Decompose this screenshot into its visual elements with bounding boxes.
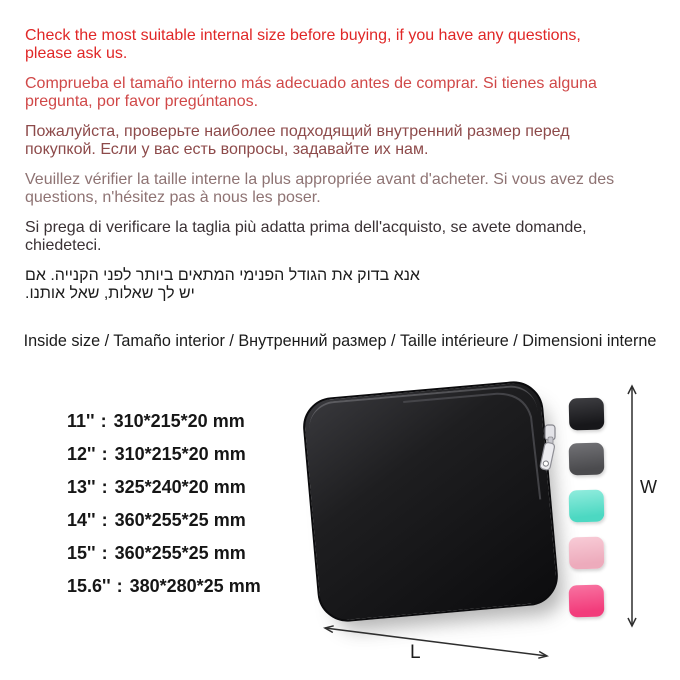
size-dims: 310*215*20 mm [114, 444, 246, 464]
size-label: 15.6'' [67, 576, 111, 596]
notice-line: Veuillez vérifier la taille interne la plus appropriée avant d'acheter. Si vous avez des [25, 171, 615, 188]
notice-hebrew [25, 267, 670, 302]
notice-french [25, 171, 670, 206]
notice-russian [25, 123, 670, 158]
notice-spanish [25, 75, 670, 110]
size-dims: 325*240*20 mm [114, 477, 246, 497]
size-row [67, 537, 261, 570]
color-swatch-black [569, 398, 605, 431]
color-swatch-dark-gray [569, 443, 605, 476]
size-separator: : [116, 576, 123, 596]
size-row [67, 471, 261, 504]
notice-line: покупкой. Если у вас есть вопросы, задавайте их нам. [25, 140, 429, 158]
size-label: 12'' [67, 444, 96, 464]
color-swatches [569, 398, 605, 620]
notice-block [25, 27, 670, 315]
notice-line: questions, n'hésitez pas à nous les poser. [25, 188, 321, 206]
color-swatch-hot-pink [569, 585, 605, 618]
width-arrow [622, 382, 642, 630]
size-row [67, 504, 261, 537]
size-separator: : [100, 411, 107, 431]
width-label: W [640, 477, 657, 497]
notice-line: Пожалуйста, проверьте наиболее подходящий внутренний размер перед [25, 123, 570, 140]
sleeve-photo [300, 374, 570, 634]
size-dims: 360*255*25 mm [114, 543, 246, 563]
size-row [67, 570, 261, 603]
notice-line: pregunta, por favor pregúntanos. [25, 92, 259, 110]
notice-line: אנא בדוק את הגודל הפנימי המתאים ביותר לפני הקנייה. אם [25, 267, 420, 284]
size-dims: 360*255*25 mm [114, 510, 246, 530]
size-separator: : [101, 543, 108, 563]
size-list [67, 405, 261, 603]
notice-english [25, 27, 670, 62]
size-dims: 380*280*25 mm [129, 576, 261, 596]
size-separator: : [101, 477, 108, 497]
size-dims: 310*215*20 mm [113, 411, 245, 431]
size-separator: : [101, 444, 108, 464]
color-swatch-mint-green [569, 490, 605, 523]
notice-line: Si prega di verificare la taglia più adatta prima dell'acquisto, se avete domande, [25, 219, 587, 236]
size-separator: : [101, 510, 108, 530]
size-row [67, 405, 261, 438]
notice-line: Check the most suitable internal size before buying, if you have any questions, [25, 27, 581, 44]
size-heading: Inside size / Tamaño interior / Внутренний размер / Taille intérieure / Dimensioni interne [23, 332, 657, 350]
laptop-sleeve [301, 379, 561, 624]
size-label: 14'' [67, 510, 96, 530]
notice-italian [25, 219, 670, 254]
length-arrow [318, 620, 558, 664]
notice-line: please ask us. [25, 44, 128, 62]
size-label: 13'' [67, 477, 96, 497]
size-label: 15'' [67, 543, 96, 563]
notice-line: Comprueba el tamaño interno más adecuado antes de comprar. Si tienes alguna [25, 75, 597, 92]
length-label: L [410, 642, 421, 663]
notice-line: chiedeteci. [25, 236, 102, 254]
size-label: 11'' [67, 411, 95, 431]
size-row [67, 438, 261, 471]
notice-line: יש לך שאלות, שאל אותנו. [25, 284, 195, 302]
zipper-line [303, 381, 558, 622]
zipper-pull-icon [536, 424, 568, 490]
color-swatch-light-pink [569, 537, 605, 570]
